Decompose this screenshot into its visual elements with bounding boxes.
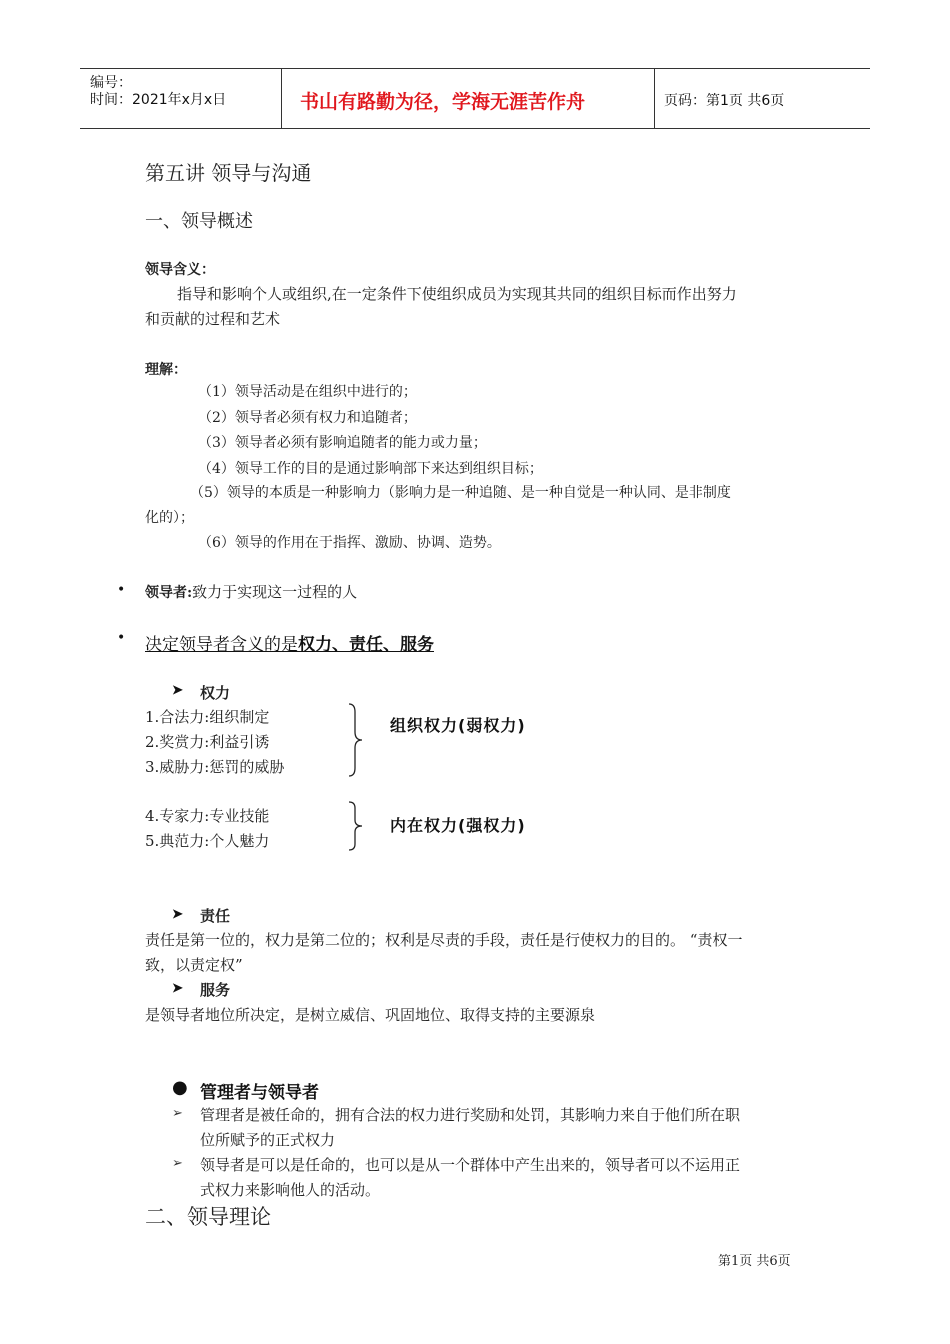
bullet-dot-icon: • bbox=[117, 630, 126, 646]
footer-page-number: 第1页 共6页 bbox=[718, 1254, 791, 1269]
header-motto: 书山有路勤为径，学海无涯苦作舟 bbox=[300, 91, 586, 113]
managers-heading: 管理者与领导者 bbox=[200, 1083, 319, 1103]
responsibility-line-2: 致，以责定权” bbox=[145, 956, 243, 974]
understanding-label: 理解： bbox=[145, 362, 187, 378]
managers-item-1-line-2: 位所赋予的正式权力 bbox=[200, 1131, 336, 1149]
inner-power-item-2: 5.典范力:个人魅力 bbox=[145, 832, 270, 850]
inner-power-item-1: 4.专家力:专业技能 bbox=[145, 807, 270, 825]
header-page-label: 页码：第1页 共6页 bbox=[664, 93, 785, 109]
arrow-bullet-icon: ➤ bbox=[172, 683, 183, 698]
org-power-item-2: 2.奖赏力:利益引诱 bbox=[145, 733, 270, 751]
right-brace-icon bbox=[345, 800, 367, 852]
determine-sentence bbox=[145, 630, 434, 655]
power-heading: 权力 bbox=[200, 684, 231, 702]
right-brace-icon bbox=[345, 702, 367, 778]
point-2: （2）领导者必须有权力和追随者； bbox=[198, 410, 417, 426]
org-power-item-3: 3.威胁力:惩罚的威胁 bbox=[145, 758, 285, 776]
point-5: （5）领导的本质是一种影响力（影响力是一种追随、是一种自觉是一种认同、是非制度 bbox=[190, 485, 731, 501]
arrow-bullet-icon: ➤ bbox=[172, 981, 183, 996]
managers-item-1-line-1: 管理者是被任命的，拥有合法的权力进行奖励和处罚，其影响力来自于他们所在职 bbox=[200, 1106, 741, 1124]
org-power-item-1: 1.合法力:组织制定 bbox=[145, 708, 270, 726]
point-6: （6）领导的作用在于指挥、激励、协调、造势。 bbox=[198, 535, 501, 551]
definition-line-2: 和贡献的过程和艺术 bbox=[145, 310, 281, 328]
header-divider-left bbox=[281, 68, 282, 128]
section1-heading: 一、领导概述 bbox=[145, 211, 253, 232]
service-text: 是领导者地位所决定，是树立威信、巩固地位、取得支持的主要源泉 bbox=[145, 1006, 596, 1024]
point-4: （4）领导工作的目的是通过影响部下来达到组织目标； bbox=[198, 461, 543, 477]
bullet-dot-icon: • bbox=[117, 582, 126, 598]
definition-line-1: 指导和影响个人或组织,在一定条件下使组织成员为实现其共同的组织目标而作出努力 bbox=[177, 285, 737, 303]
section2-heading: 二、领导理论 bbox=[145, 1205, 271, 1229]
point-5-continued: 化的）； bbox=[145, 510, 194, 526]
header-bottom-rule bbox=[80, 128, 870, 129]
org-power-label: 组织权力(弱权力) bbox=[390, 716, 526, 735]
header-top-rule bbox=[80, 68, 870, 69]
lecture-title: 第五讲 领导与沟通 bbox=[145, 161, 312, 185]
service-heading: 服务 bbox=[200, 981, 231, 999]
point-3: （3）领导者必须有影响追随者的能力或力量； bbox=[198, 435, 487, 451]
responsibility-line-1: 责任是第一位的，权力是第二位的；权利是尽责的手段，责任是行使权力的目的。 “责权一 bbox=[145, 931, 743, 949]
arrow-bullet-icon: ➢ bbox=[172, 1106, 183, 1121]
header-time-label: 时间：2021年x月x日 bbox=[90, 92, 227, 108]
leader-text: 致力于实现这一过程的人 bbox=[192, 583, 358, 601]
definition-label: 领导含义： bbox=[145, 262, 215, 278]
header-divider-right bbox=[654, 68, 655, 128]
header-serial-label: 编号： bbox=[90, 75, 132, 91]
filled-circle-bullet-icon: ● bbox=[172, 1077, 188, 1098]
managers-item-2-line-2: 式权力来影响他人的活动。 bbox=[200, 1181, 381, 1199]
determine-prefix: 决定领导者含义的是 bbox=[145, 635, 298, 655]
leader-label: 领导者: bbox=[145, 585, 193, 601]
inner-power-label: 内在权力(强权力) bbox=[390, 816, 526, 835]
managers-item-2-line-1: 领导者是可以是任命的，也可以是从一个群体中产生出来的，领导者可以不运用正 bbox=[200, 1156, 741, 1174]
leader-definition bbox=[145, 581, 357, 602]
arrow-bullet-icon: ➤ bbox=[172, 907, 183, 922]
determine-bold: 权力、责任、服务 bbox=[298, 635, 434, 655]
point-1: （1）领导活动是在组织中进行的； bbox=[198, 384, 417, 400]
arrow-bullet-icon: ➢ bbox=[172, 1156, 183, 1171]
responsibility-heading: 责任 bbox=[200, 907, 231, 925]
